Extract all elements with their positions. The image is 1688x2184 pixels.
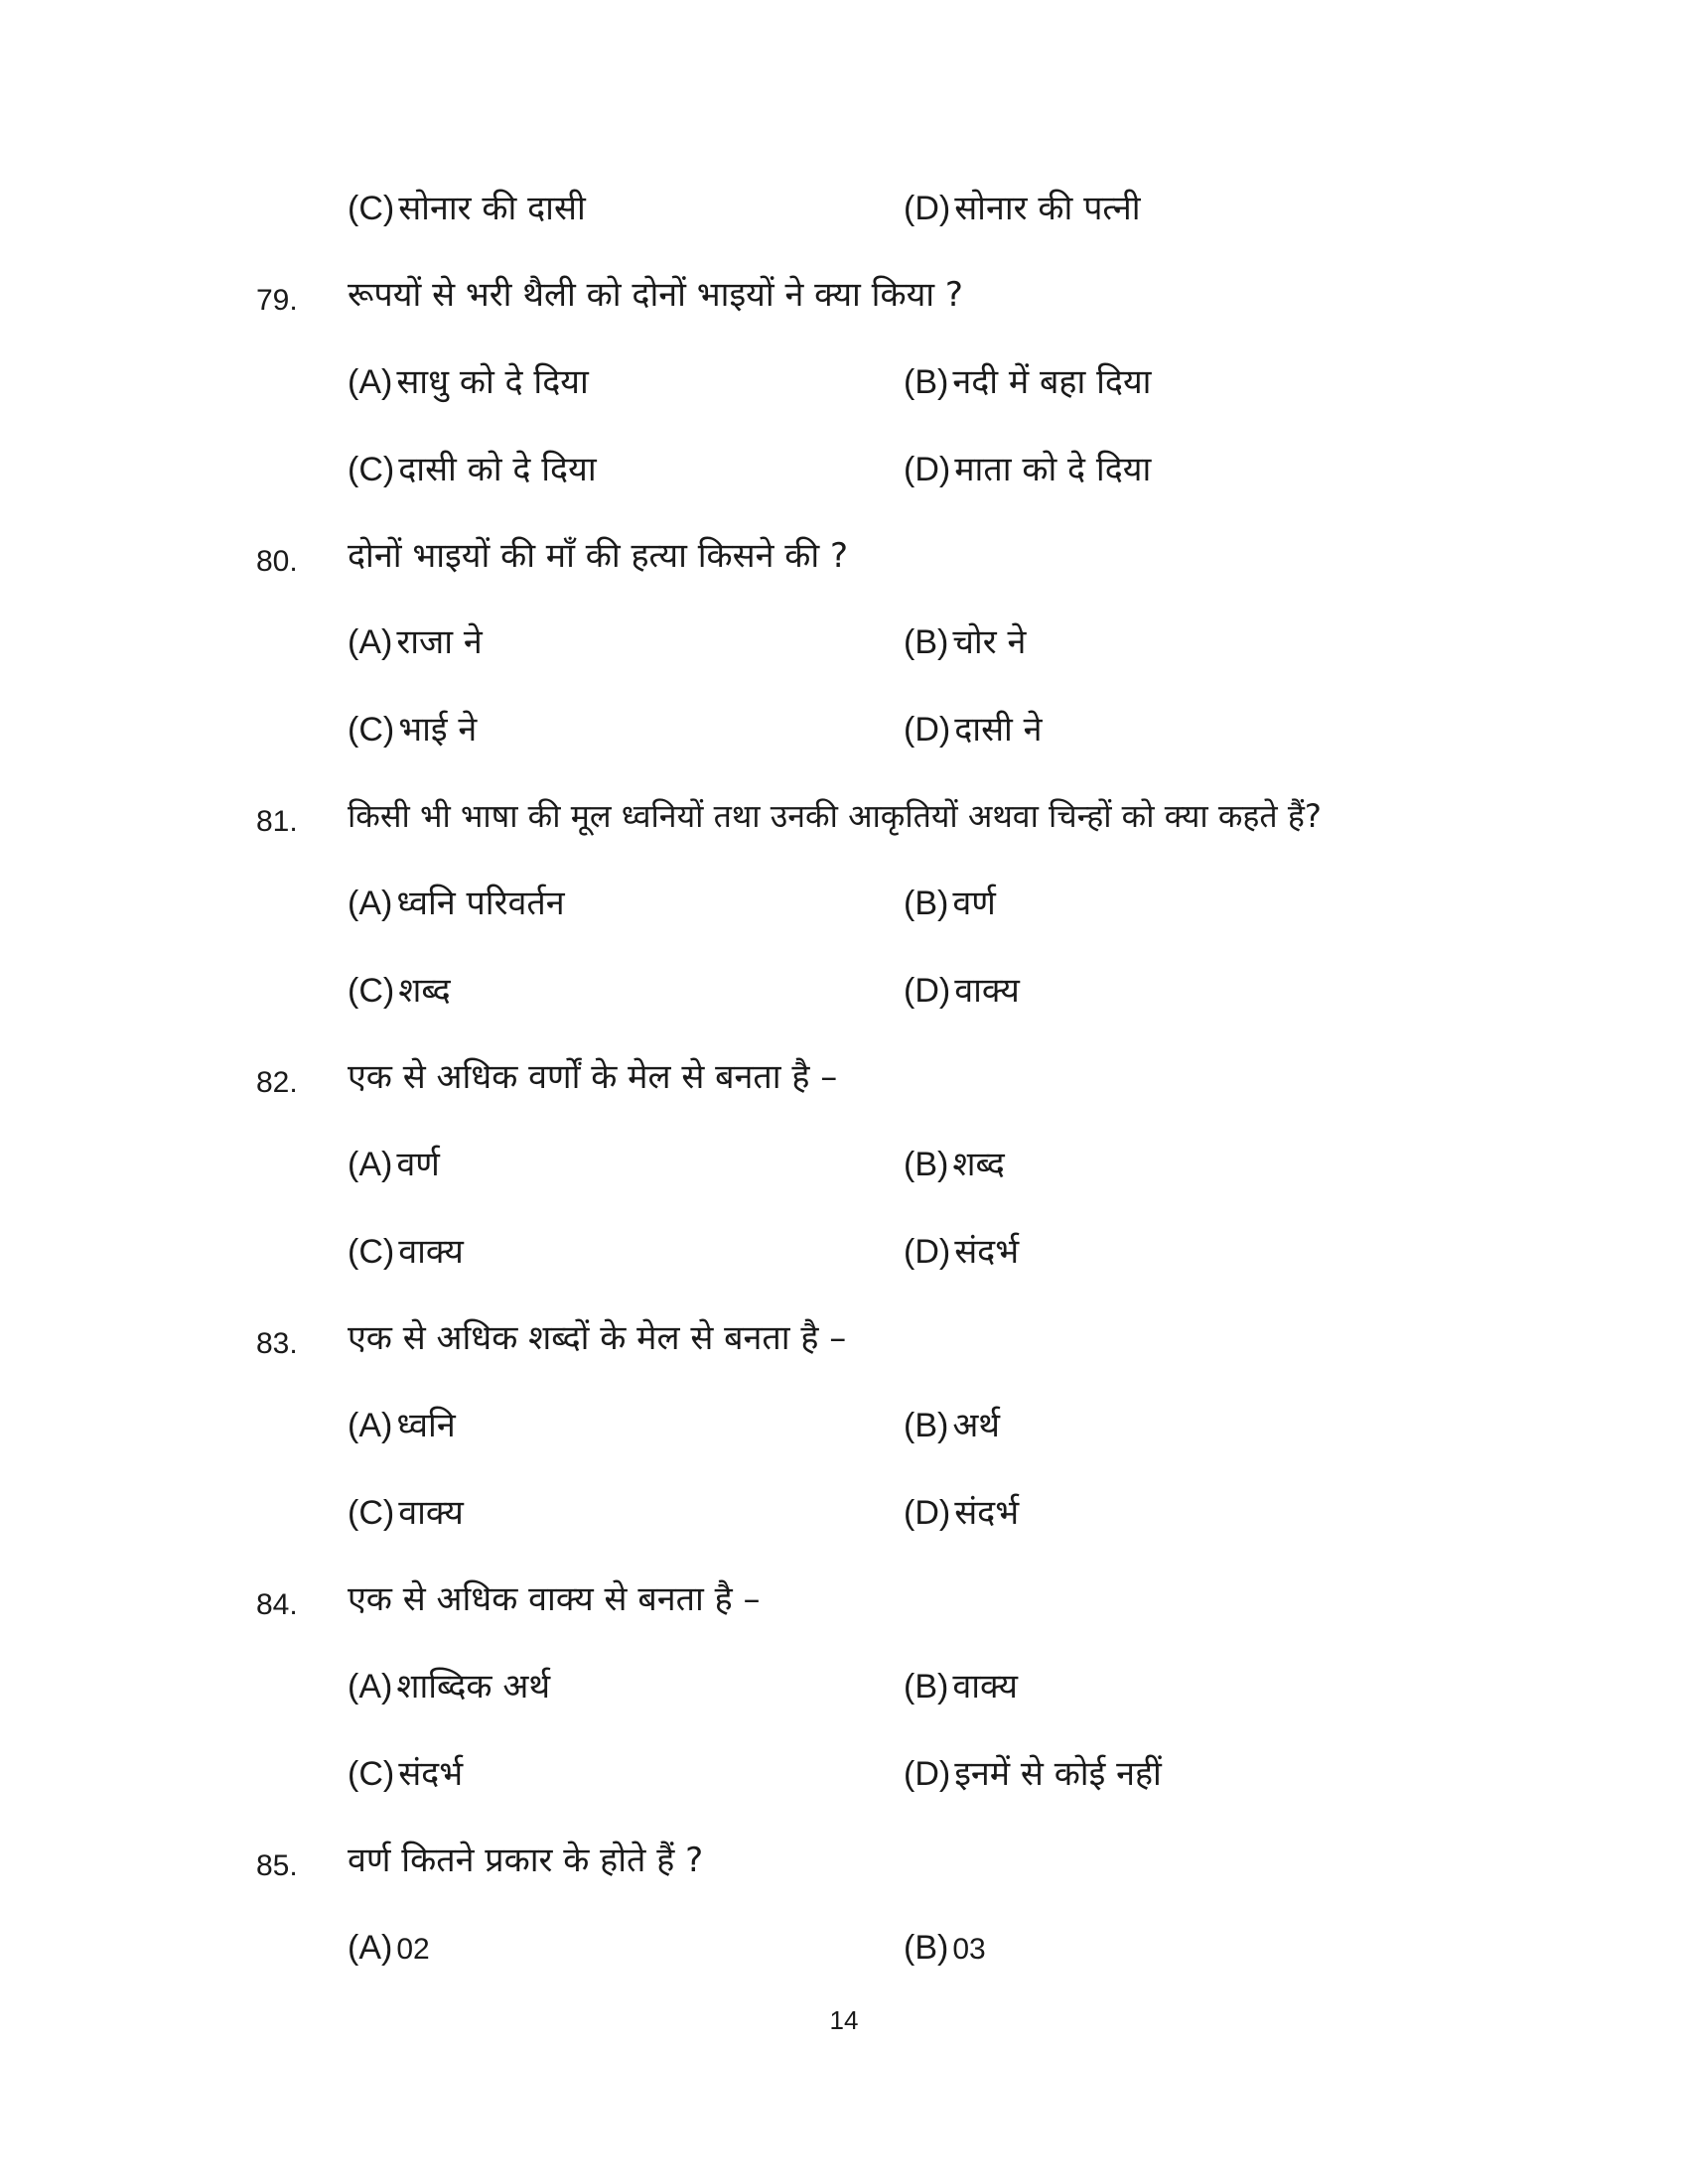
option-label: (A) xyxy=(348,623,393,661)
option-text: वाक्य xyxy=(954,971,1020,1011)
option-label: (D) xyxy=(904,1755,951,1793)
option-b xyxy=(904,1662,1018,1711)
question-text: एक से अधिक वाक्य से बनता है – xyxy=(348,1579,761,1619)
option-row xyxy=(0,1401,1688,1460)
option-text: दासी को दे दिया xyxy=(398,450,597,489)
option-c xyxy=(348,705,477,754)
option-text: चोर ने xyxy=(952,622,1027,662)
option-label: (C) xyxy=(348,711,395,749)
question-row xyxy=(0,1313,1688,1373)
option-d xyxy=(904,1749,1162,1799)
option-label: (A) xyxy=(348,1146,393,1183)
option-text: संदर्भ xyxy=(954,1493,1020,1533)
option-c xyxy=(348,1488,464,1538)
option-text: शाब्दिक अर्थ xyxy=(396,1667,551,1706)
option-d xyxy=(904,966,1020,1016)
option-row xyxy=(0,1488,1688,1548)
page-number: 14 xyxy=(829,2005,859,2035)
option-label: (A) xyxy=(348,885,393,922)
option-a xyxy=(348,357,589,407)
option-text: इनमें से कोई नहीं xyxy=(954,1754,1162,1794)
option-c xyxy=(348,184,586,233)
option-text: ध्वनि परिवर्तन xyxy=(396,884,565,923)
option-d xyxy=(904,705,1043,754)
question-text: किसी भी भाषा की मूल ध्वनियों तथा उनकी आकृतियों अथवा चिन्हों को क्या कहते हैं? xyxy=(348,797,1322,835)
option-text: वाक्य xyxy=(952,1667,1018,1706)
option-b xyxy=(904,1401,1000,1450)
option-b xyxy=(904,879,996,928)
option-label: (C) xyxy=(348,190,395,227)
option-label: (C) xyxy=(348,1755,395,1793)
option-text: सोनार की पत्नी xyxy=(954,189,1141,228)
option-label: (D) xyxy=(904,1233,951,1271)
option-row xyxy=(0,879,1688,938)
option-label: (B) xyxy=(904,623,949,661)
question-text: एक से अधिक वर्णों के मेल से बनता है – xyxy=(348,1057,838,1097)
option-label: (C) xyxy=(348,1494,395,1532)
option-row xyxy=(0,1662,1688,1721)
option-b xyxy=(904,617,1026,667)
question-row xyxy=(0,1052,1688,1112)
option-label: (C) xyxy=(348,972,395,1010)
option-a xyxy=(348,1140,440,1189)
option-label: (C) xyxy=(348,1233,395,1271)
option-text: वर्ण xyxy=(952,884,996,923)
option-row xyxy=(0,1749,1688,1809)
option-label: (A) xyxy=(348,1668,393,1706)
question-number: 85. xyxy=(256,1849,298,1882)
question-number: 79. xyxy=(256,284,298,317)
question-text: एक से अधिक शब्दों के मेल से बनता है – xyxy=(348,1318,847,1358)
option-label: (D) xyxy=(904,972,951,1010)
option-row xyxy=(0,1923,1688,1982)
question-number: 80. xyxy=(256,545,298,578)
option-text: शब्द xyxy=(398,971,451,1011)
option-text: 02 xyxy=(396,1933,430,1966)
option-b xyxy=(904,1923,986,1975)
question-text: रूपयों से भरी थैली को दोनों भाइयों ने क्या किया ? xyxy=(348,275,963,315)
option-d xyxy=(904,184,1141,233)
option-a xyxy=(348,1662,550,1711)
option-label: (B) xyxy=(904,363,949,401)
option-d xyxy=(904,1227,1019,1277)
option-a xyxy=(348,617,483,667)
option-row xyxy=(0,966,1688,1025)
option-text: 03 xyxy=(952,1933,986,1966)
option-label: (B) xyxy=(904,1668,949,1706)
option-a xyxy=(348,879,565,928)
option-text: दासी ने xyxy=(954,710,1043,750)
option-text: नदी में बहा दिया xyxy=(952,362,1152,402)
option-label: (B) xyxy=(904,1407,949,1444)
option-label: (A) xyxy=(348,1407,393,1444)
option-c xyxy=(348,445,597,494)
option-row xyxy=(0,184,1688,243)
option-text: वाक्य xyxy=(398,1232,464,1272)
option-text: ध्वनि xyxy=(396,1406,456,1445)
option-label: (B) xyxy=(904,1929,949,1967)
option-label: (C) xyxy=(348,451,395,488)
option-text: वर्ण xyxy=(396,1145,440,1184)
question-text: दोनों भाइयों की माँ की हत्या किसने की ? xyxy=(348,536,849,576)
question-row xyxy=(0,791,1688,851)
option-text: भाई ने xyxy=(398,710,478,750)
option-c xyxy=(348,1227,464,1277)
option-d xyxy=(904,445,1151,494)
option-b xyxy=(904,1140,1005,1189)
option-label: (D) xyxy=(904,1494,951,1532)
question-row xyxy=(0,1574,1688,1634)
option-label: (D) xyxy=(904,711,951,749)
option-row xyxy=(0,357,1688,417)
question-number: 81. xyxy=(256,805,298,838)
option-c xyxy=(348,966,451,1016)
option-row xyxy=(0,445,1688,504)
option-label: (A) xyxy=(348,1929,393,1967)
option-text: वाक्य xyxy=(398,1493,464,1533)
question-text: वर्ण कितने प्रकार के होते हैं ? xyxy=(348,1841,704,1880)
option-label: (A) xyxy=(348,363,393,401)
question-number: 84. xyxy=(256,1588,298,1621)
option-c xyxy=(348,1749,463,1799)
option-text: राजा ने xyxy=(396,622,483,662)
option-label: (B) xyxy=(904,885,949,922)
option-label: (B) xyxy=(904,1146,949,1183)
option-row xyxy=(0,1227,1688,1287)
option-row xyxy=(0,705,1688,764)
question-row xyxy=(0,531,1688,591)
option-b xyxy=(904,357,1151,407)
option-text: अर्थ xyxy=(952,1406,1001,1445)
option-text: संदर्भ xyxy=(954,1232,1020,1272)
option-d xyxy=(904,1488,1019,1538)
option-text: माता को दे दिया xyxy=(954,450,1152,489)
option-label: (D) xyxy=(904,190,951,227)
option-label: (D) xyxy=(904,451,951,488)
option-a xyxy=(348,1401,456,1450)
option-text: शब्द xyxy=(952,1145,1005,1184)
question-number: 82. xyxy=(256,1066,298,1099)
option-row xyxy=(0,1140,1688,1199)
option-text: संदर्भ xyxy=(398,1754,464,1794)
question-number: 83. xyxy=(256,1327,298,1360)
question-row xyxy=(0,1836,1688,1895)
option-row xyxy=(0,617,1688,677)
option-a xyxy=(348,1923,430,1975)
question-row xyxy=(0,270,1688,330)
option-text: साधु को दे दिया xyxy=(396,362,589,402)
option-text: सोनार की दासी xyxy=(398,189,586,228)
